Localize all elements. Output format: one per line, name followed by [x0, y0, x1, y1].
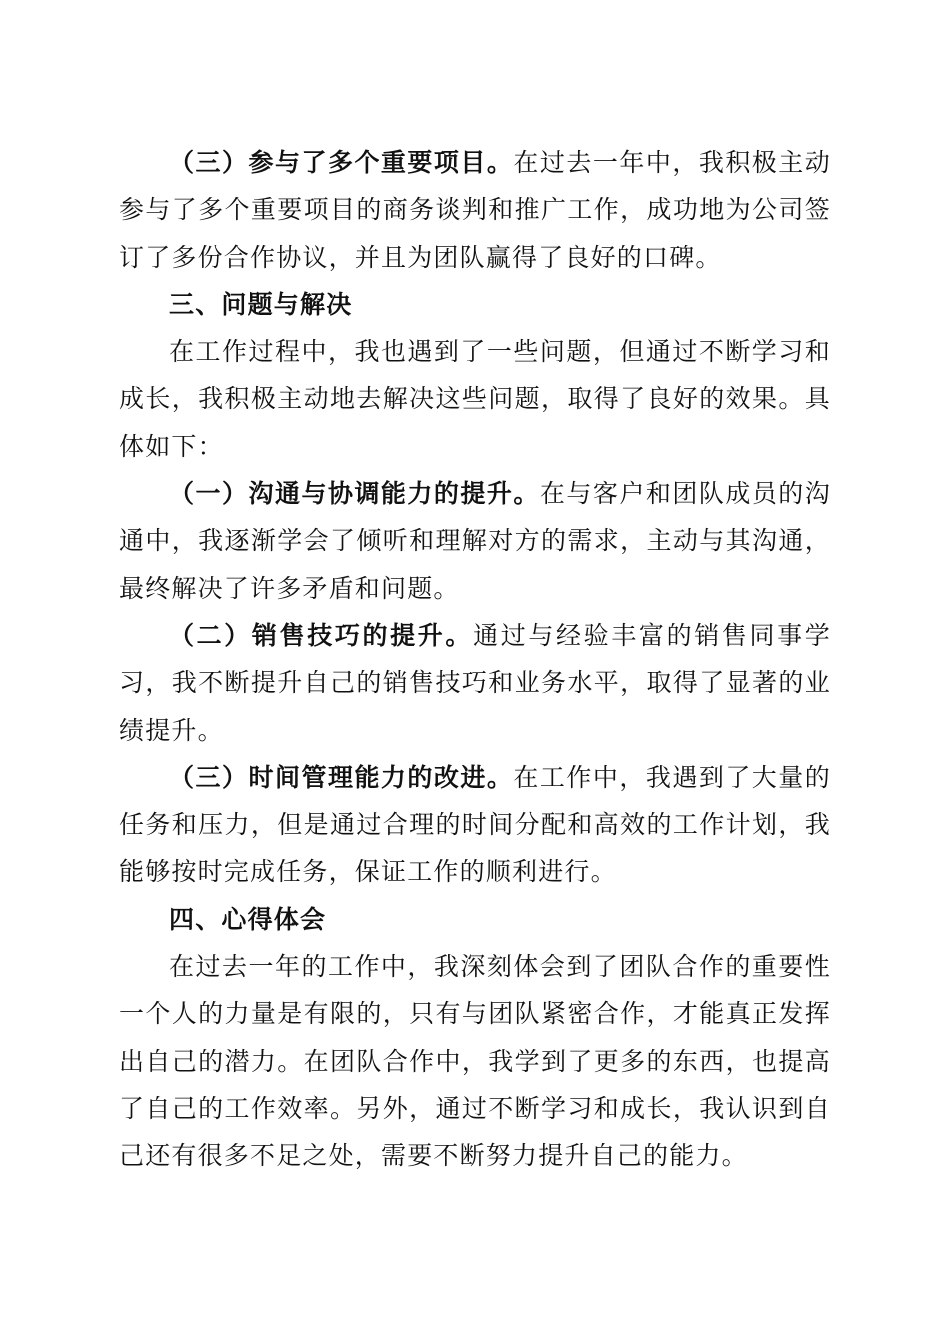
paragraph-text: 通过与经验丰富的销售同事学习，我不断提升自己的销售技巧和业务水平，取得了显著的业绩提升。: [119, 620, 831, 745]
paragraph-lead: （三）时间管理能力的改进。: [169, 762, 514, 792]
paragraph-text: 在与客户和团队成员的沟通中，我逐渐学会了倾听和理解对方的需求，主动与其沟通，最终解决了许多矛盾和问题。: [119, 479, 832, 603]
document-body: [119, 139, 831, 1180]
paragraph-project-participation: [119, 139, 831, 281]
paragraph-text: 在过去一年中，我积极主动参与了多个重要项目的商务谈判和推广工作，成功地为公司签订了多份合作协议，并且为团队赢得了良好的口碑。: [119, 148, 831, 272]
section-heading-problems: 三、问题与解决: [169, 289, 353, 319]
paragraph-lead: （二）销售技巧的提升。: [169, 620, 474, 650]
paragraph-sales-skills: [119, 612, 831, 754]
paragraph-lead: （一）沟通与协调能力的提升。: [169, 479, 540, 509]
paragraph-time-management: [119, 754, 831, 896]
paragraph-text: 在工作中，我遇到了大量的任务和压力，但是通过合理的时间分配和高效的工作计划，我能够按时完成任务，保证工作的顺利进行。: [119, 762, 831, 887]
paragraph-text: 在过去一年的工作中，我深刻体会到了团队合作的重要性一个人的力量是有限的，只有与团队紧密合作，才能真正发挥出自己的潜力。在团队合作中，我学到了更多的东西，也提高了自己的工作效率。另外，通过不断学习和成长，我认识到自己还有很多不足之处，需要不断努力提升自己的能力。: [119, 952, 831, 1171]
paragraph-problems-intro: [119, 328, 831, 470]
paragraph-lead: （三）参与了多个重要项目。: [169, 148, 514, 177]
paragraph-communication: [119, 470, 831, 612]
paragraph-reflections: [119, 943, 831, 1179]
paragraph-text: 在工作过程中，我也遇到了一些问题，但通过不断学习和成长，我积极主动地去解决这些问题，取得了良好的效果。具体如下：: [119, 337, 831, 461]
section-heading-reflections: 四、心得体会: [169, 904, 327, 934]
